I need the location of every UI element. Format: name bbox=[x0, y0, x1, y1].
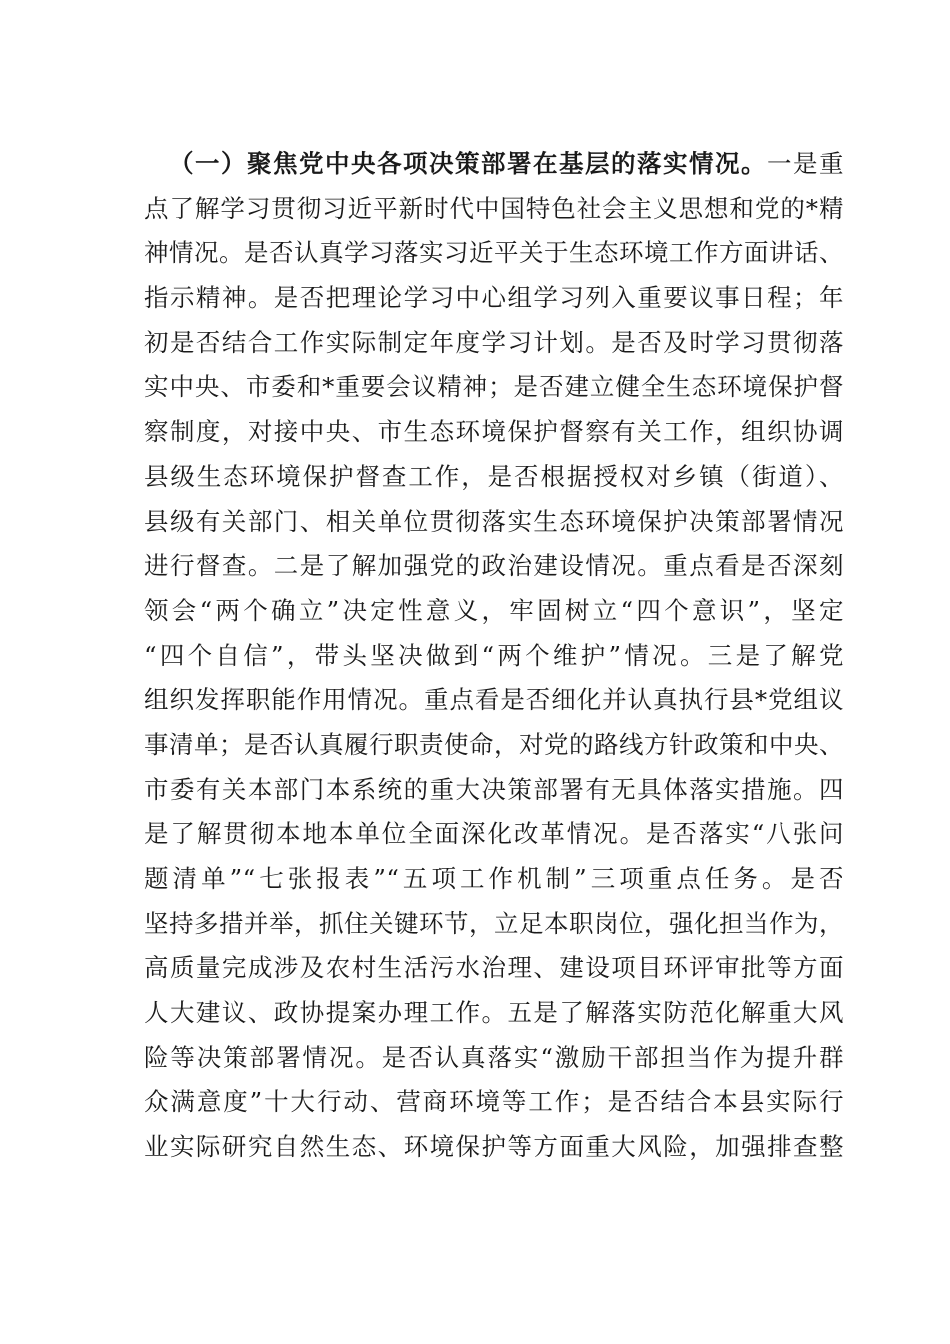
paragraph-line: 实中央、市委和*重要会议精神；是否建立健全生态环境保护督 bbox=[144, 372, 844, 402]
paragraph-line: 组织发挥职能作用情况。重点看是否细化并认真执行县*党组议 bbox=[144, 685, 844, 715]
paragraph-line: 题清单”“七张报表”“五项工作机制”三项重点任务。是否 bbox=[144, 864, 844, 893]
paragraph-line: 察制度，对接中央、市生态环境保护督察有关工作，组织协调 bbox=[144, 417, 844, 447]
body-paragraph bbox=[144, 142, 844, 1170]
paragraph-line: “四个自信”，带头坚决做到“两个维护”情况。三是了解党 bbox=[144, 640, 844, 670]
paragraph-line: 业实际研究自然生态、环境保护等方面重大风险，加强排查整 bbox=[144, 1132, 844, 1162]
paragraph-line: 进行督查。二是了解加强党的政治建设情况。重点看是否深刻 bbox=[144, 551, 844, 581]
paragraph-line: 指示精神。是否把理论学习中心组学习列入重要议事日程；年 bbox=[144, 283, 844, 313]
paragraph-line: 县级有关部门、相关单位贯彻落实生态环境保护决策部署情况 bbox=[144, 506, 844, 536]
paragraph-line: 领会“两个确立”决定性意义，牢固树立“四个意识”，坚定 bbox=[144, 595, 844, 625]
paragraph-line: 坚持多措并举，抓住关键环节，立足本职岗位，强化担当作为， bbox=[144, 908, 844, 938]
paragraph-line: 神情况。是否认真学习落实习近平关于生态环境工作方面讲话、 bbox=[144, 238, 844, 268]
paragraph-line: 是了解贯彻本地本单位全面深化改革情况。是否落实“八张问 bbox=[144, 819, 844, 849]
paragraph-line: 县级生态环境保护督查工作，是否根据授权对乡镇（街道）、 bbox=[144, 461, 844, 491]
section-heading: （一）聚焦党中央各项决策部署在基层的落实情况。 bbox=[169, 149, 767, 178]
line-text: 一是重 bbox=[767, 149, 844, 178]
paragraph-line bbox=[144, 142, 844, 187]
paragraph-line: 事清单；是否认真履行职责使命，对党的路线方针政策和中央、 bbox=[144, 729, 844, 759]
paragraph-line: 市委有关本部门本系统的重大决策部署有无具体落实措施。四 bbox=[144, 774, 844, 804]
paragraph-line: 高质量完成涉及农村生活污水治理、建设项目环评审批等方面 bbox=[144, 953, 844, 983]
paragraph-line: 险等决策部署情况。是否认真落实“激励干部担当作为提升群 bbox=[144, 1042, 844, 1072]
paragraph-line: 点了解学习贯彻习近平新时代中国特色社会主义思想和党的*精 bbox=[144, 193, 844, 223]
paragraph-line: 初是否结合工作实际制定年度学习计划。是否及时学习贯彻落 bbox=[144, 327, 844, 357]
paragraph-line: 众满意度”十大行动、营商环境等工作；是否结合本县实际行 bbox=[144, 1087, 844, 1117]
paragraph-line: 人大建议、政协提案办理工作。五是了解落实防范化解重大风 bbox=[144, 998, 844, 1028]
